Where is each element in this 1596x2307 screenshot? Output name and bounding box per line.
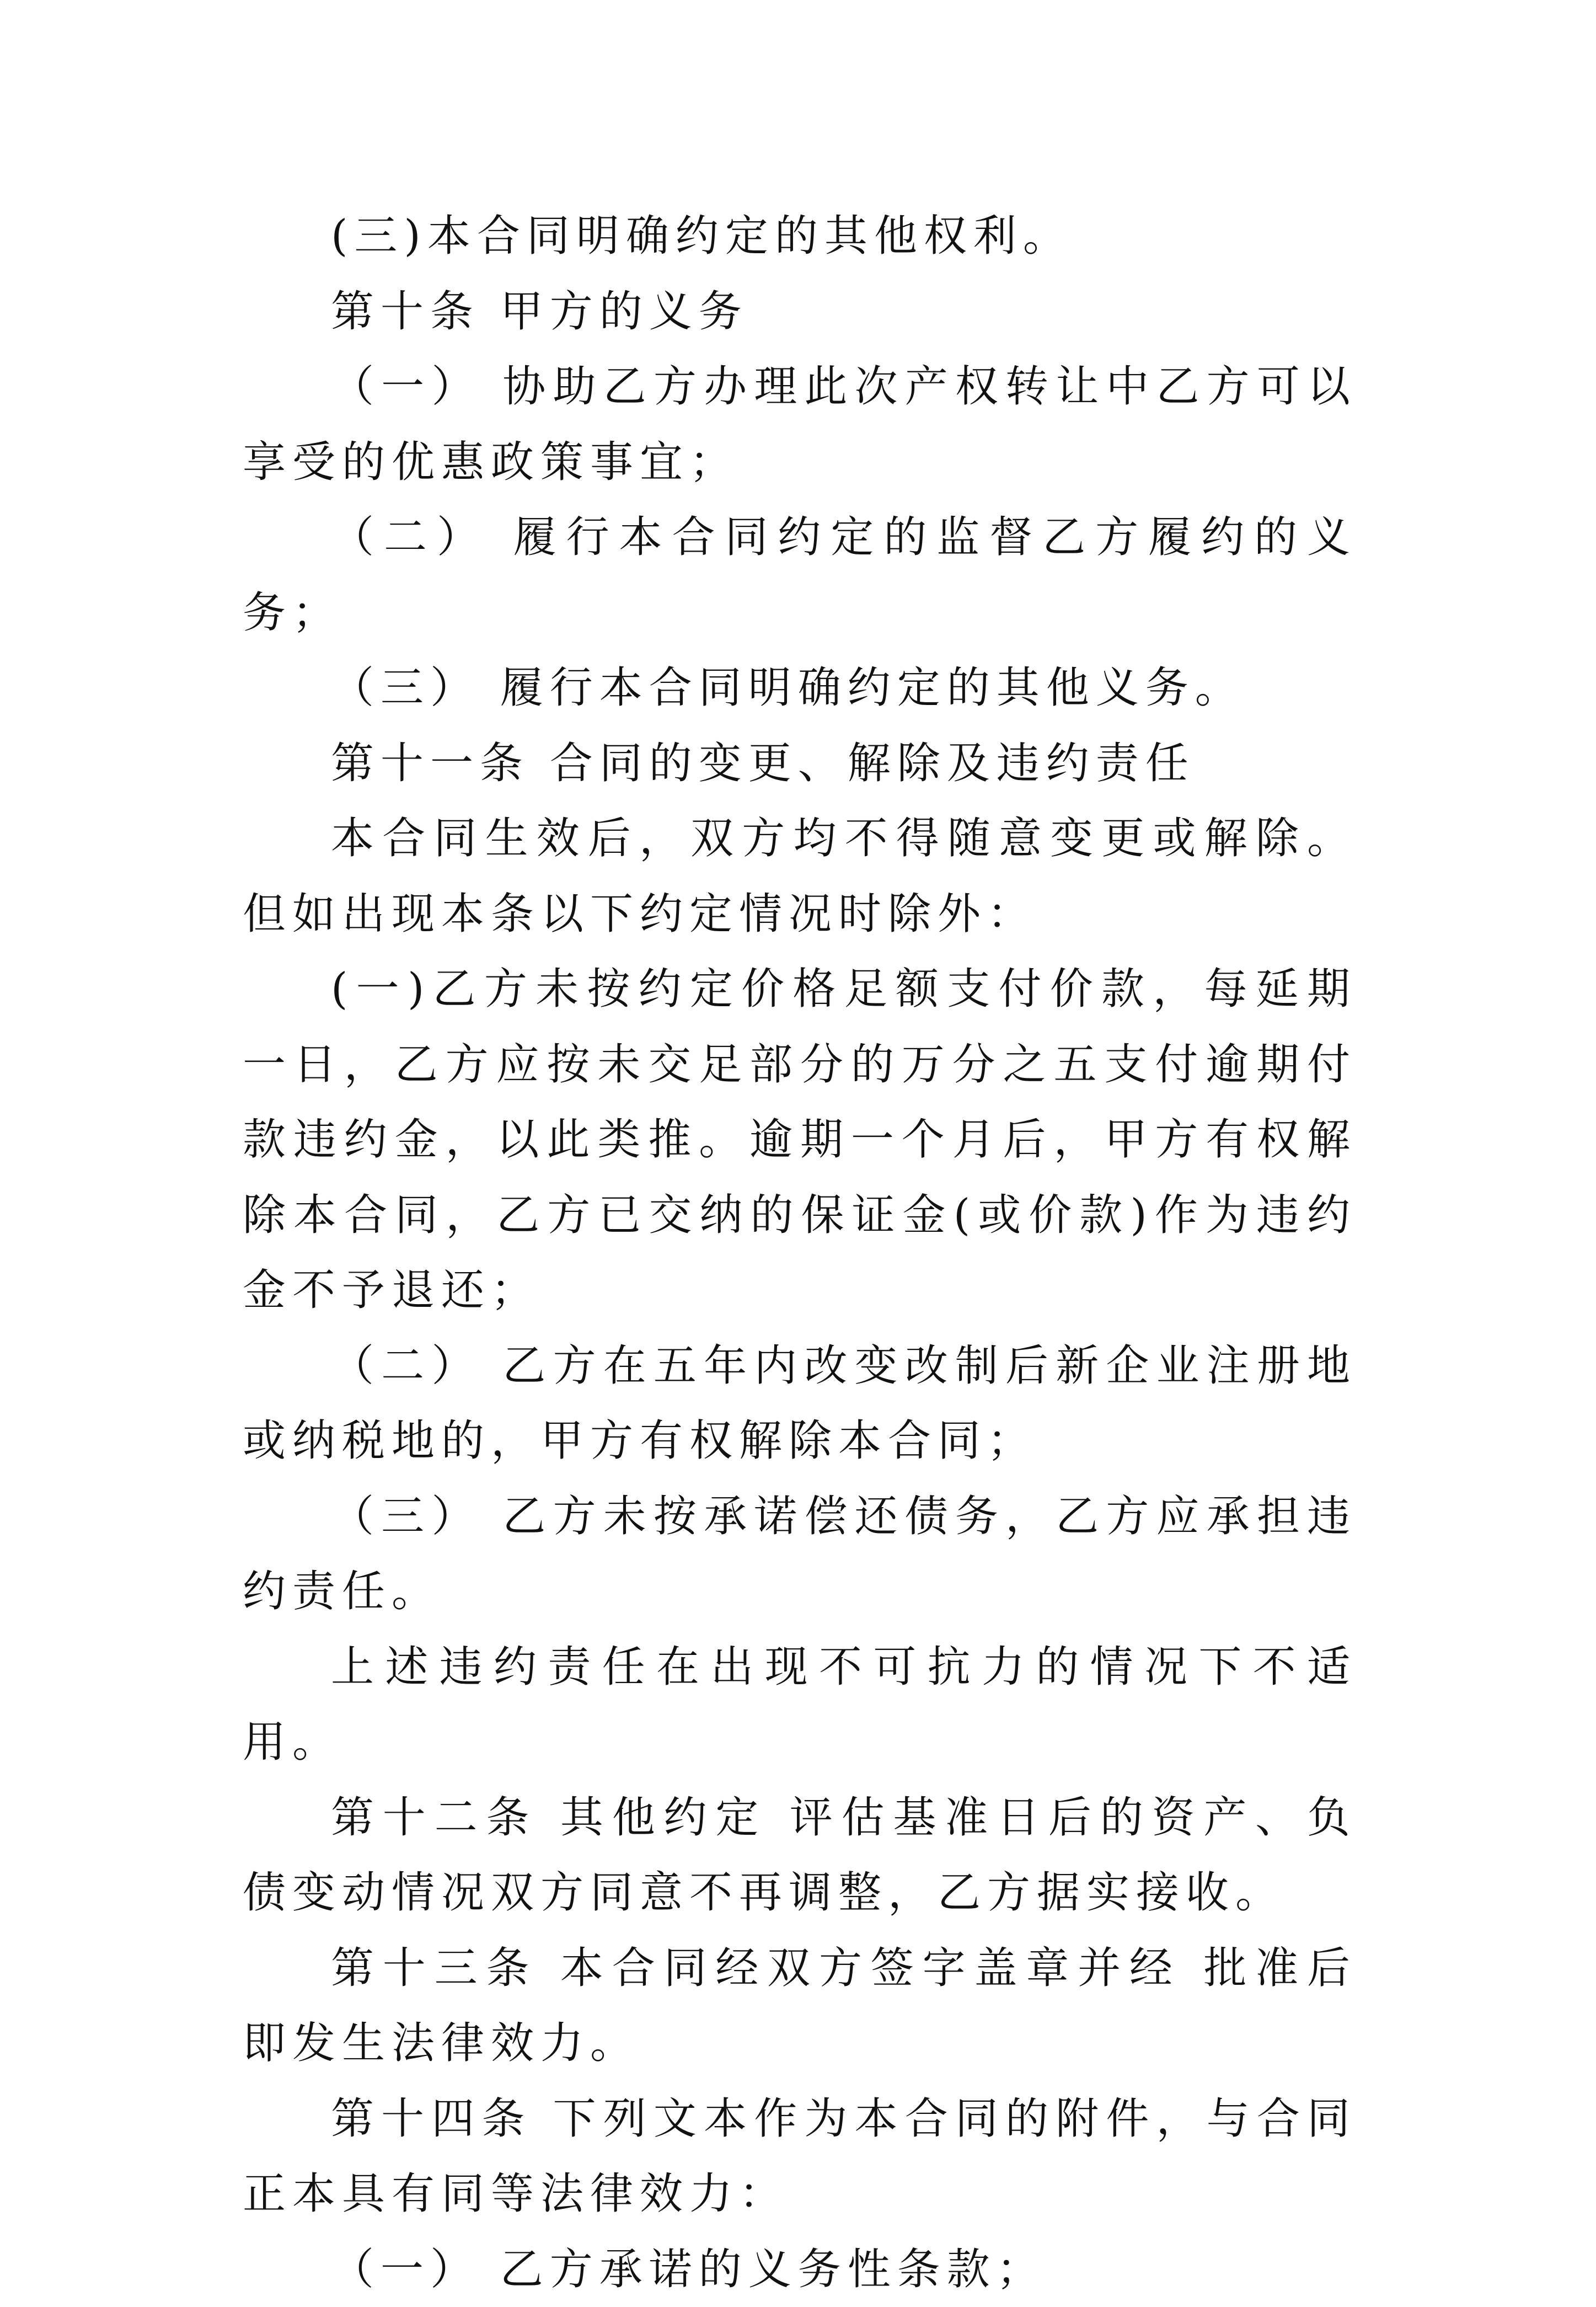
paragraph: 上述违约责任在出现不可抗力的情况下不适用。 [243,1630,1357,1780]
paragraph: (三)本合同明确约定的其他权利。 [243,199,1357,274]
paragraph: （三） 乙方未按承诺偿还债务，乙方应承担违约责任。 [243,1479,1357,1630]
paragraph: （二） 履行本合同约定的监督乙方履约的义务； [243,500,1357,650]
paragraph: （一） 协助乙方办理此次产权转让中乙方可以享受的优惠政策事宜； [243,349,1357,500]
paragraph: （一） 乙方承诺的义务性条款； [243,2232,1357,2307]
paragraph: (一)乙方未按约定价格足额支付价款，每延期一日，乙方应按未交足部分的万分之五支付逾期付款违约金，以此类推。逾期一个月后，甲方有权解除本合同，乙方已交纳的保证金(或价款)作为违约金不予退还； [243,952,1357,1328]
paragraph: （二） 乙方在五年内改变改制后新企业注册地或纳税地的，甲方有权解除本合同； [243,1328,1357,1479]
paragraph: 第十二条 其他约定 评估基准日后的资产、负债变动情况双方同意不再调整，乙方据实接收。 [243,1780,1357,1931]
paragraph: 第十三条 本合同经双方签字盖章并经 批准后即发生法律效力。 [243,1931,1357,2081]
paragraph: 本合同生效后，双方均不得随意变更或解除。但如出现本条以下约定情况时除外： [243,801,1357,952]
section-heading: 第十条 甲方的义务 [243,274,1357,350]
paragraph: （三） 履行本合同明确约定的其他义务。 [243,650,1357,726]
document-body [243,199,1357,2307]
section-heading: 第十一条 合同的变更、解除及违约责任 [243,726,1357,802]
paragraph: 第十四条 下列文本作为本合同的附件，与合同正本具有同等法律效力： [243,2081,1357,2232]
